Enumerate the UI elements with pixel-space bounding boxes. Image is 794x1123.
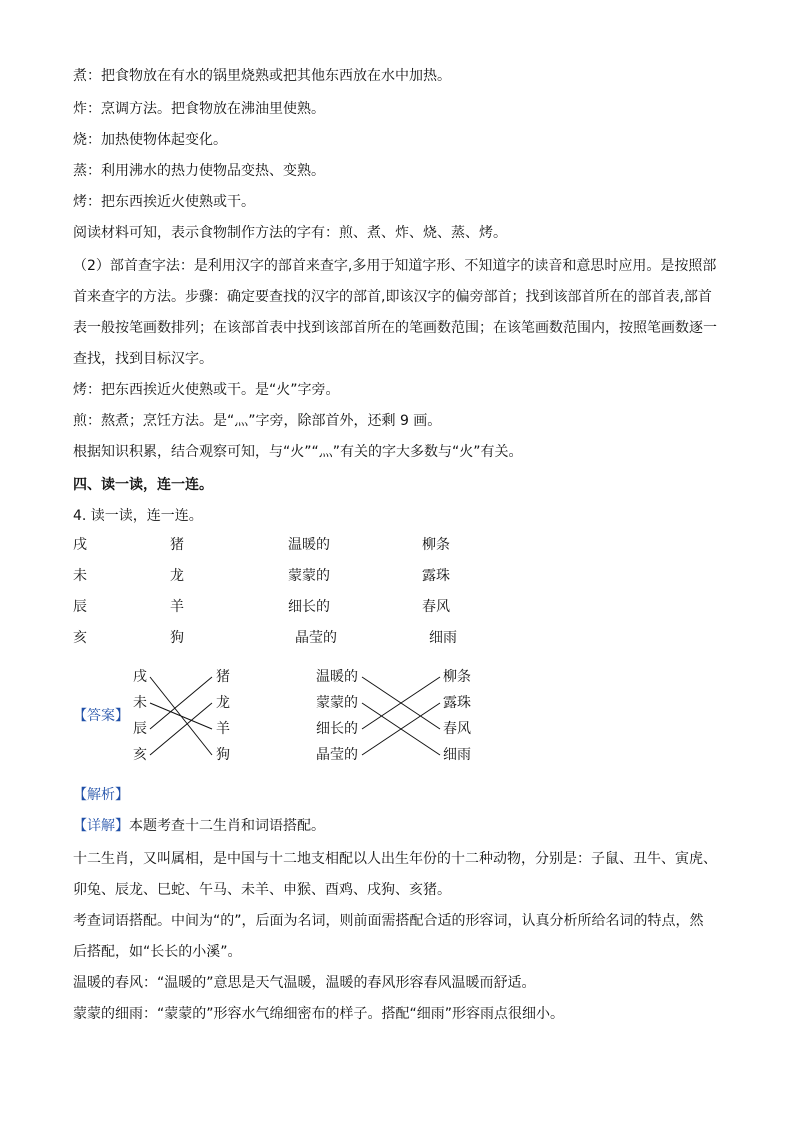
detail-label: 【详解】 (73, 818, 129, 834)
paragraph-kao: 烤：把东西挨近火使熟或干。 (73, 194, 255, 210)
paragraph-jian-radical: 煎：熬煮；烹饪方法。是“灬”字旁，除部首外，还剩 9 画。 (73, 413, 442, 429)
matching-col3-item: 细长的 (288, 599, 330, 615)
answer-right-a-item: 细长的 (316, 721, 358, 737)
matching-col1-item: 亥 (73, 630, 87, 646)
paragraph-zha: 炸：烹调方法。把食物放在沸油里使熟。 (73, 101, 325, 117)
matching-col1-item: 戌 (73, 537, 87, 553)
answer-right-b-item: 细雨 (443, 747, 471, 763)
question-title: 4. 读一读，连一连。 (73, 508, 203, 524)
answer-label: 【答案】 (73, 708, 129, 724)
matching-col2-item: 猪 (170, 537, 184, 553)
connector-line (362, 677, 440, 729)
matching-col2-item: 龙 (170, 568, 184, 584)
answer-right-b-item: 露珠 (443, 695, 471, 711)
explanation-line: 蒙蒙的细雨：“蒙蒙的”形容水气绵细密布的样子。搭配“细雨”形容雨点很细小。 (73, 1006, 565, 1022)
matching-col4-item: 细雨 (429, 630, 457, 646)
answer-right-a-item: 晶莹的 (316, 747, 358, 763)
explanation-line: 温暖的春风：“温暖的”意思是天气温暖，温暖的春风形容春风温暖而舒适。 (73, 975, 536, 991)
paragraph-kao-radical: 烤：把东西挨近火使熟或干。是“火”字旁。 (73, 382, 340, 398)
matching-col1-item: 未 (73, 568, 87, 584)
connector-line (150, 677, 212, 755)
matching-col4-item: 春风 (422, 599, 450, 615)
detail-text: 本题考查十二生肖和词语搭配。 (129, 818, 325, 834)
connector-line (362, 703, 440, 755)
paragraph-radical-1: （2）部首查字法：是利用汉字的部首来查字,多用于知道字形、不知道字的读音和意思时应用。是按照部 (73, 258, 717, 274)
answer-right-b-item: 春风 (443, 721, 471, 737)
answer-left-b-item: 龙 (216, 695, 230, 711)
answer-right-a-item: 蒙蒙的 (316, 695, 358, 711)
matching-col2-item: 羊 (170, 599, 184, 615)
matching-col3-item: 蒙蒙的 (288, 568, 330, 584)
answer-right-b-item: 柳条 (443, 669, 471, 685)
section-title: 四、读一读，连一连。 (73, 477, 213, 493)
matching-col1-item: 辰 (73, 599, 87, 615)
connector-line (150, 703, 212, 729)
paragraph-shao: 烧：加热使物体起变化。 (73, 132, 227, 148)
answer-left-a-item: 未 (133, 695, 147, 711)
paragraph-radical-4: 查找，找到目标汉字。 (73, 351, 213, 367)
answer-right-a-item: 温暖的 (316, 669, 358, 685)
matching-col3-item: 晶莹的 (295, 630, 337, 646)
answer-left-b-item: 狗 (216, 747, 230, 763)
paragraph-radical-2: 首来查字的方法。步骤：确定要查找的汉字的部首,即该汉字的偏旁部首；找到该部首所在的部首表,部首 (73, 289, 712, 305)
paragraph-radical-3: 表一般按笔画数排列；在该部首表中找到该部首所在的笔画数范围；在该笔画数范围内，按照笔画数逐一 (73, 320, 717, 336)
analysis-label: 【解析】 (73, 787, 129, 803)
detail-line (73, 816, 733, 836)
answer-left-a-item: 戌 (133, 669, 147, 685)
connector-line (150, 703, 212, 755)
matching-col4-item: 柳条 (422, 537, 450, 553)
connector-line (362, 703, 440, 755)
matching-col4-item: 露珠 (422, 568, 450, 584)
paragraph-conclusion: 根据知识积累，结合观察可知，与“火”“灬”有关的字大多数与“火”有关。 (73, 444, 523, 460)
connector-line (150, 677, 212, 729)
explanation-line: 考查词语搭配。中间为“的”，后面为名词，则前面需搭配合适的形容词，认真分析所给名词的特点，然 (73, 913, 704, 929)
matching-col3-item: 温暖的 (288, 537, 330, 553)
paragraph-zheng: 蒸：利用沸水的热力使物品变热、变熟。 (73, 163, 325, 179)
connector-line (362, 677, 440, 729)
matching-col2-item: 狗 (170, 630, 184, 646)
answer-left-a-item: 辰 (133, 721, 147, 737)
answer-left-a-item: 亥 (133, 747, 147, 763)
explanation-line: 十二生肖，又叫属相，是中国与十二地支相配以人出生年份的十二种动物，分别是：子鼠、丑牛、寅虎、 (73, 851, 717, 867)
answer-left-b-item: 猪 (216, 669, 230, 685)
paragraph-summary: 阅读材料可知，表示食物制作方法的字有：煎、煮、炸、烧、蒸、烤。 (73, 225, 507, 241)
answer-left-b-item: 羊 (216, 721, 230, 737)
explanation-line: 后搭配，如“长长的小溪”。 (73, 944, 242, 960)
explanation-line: 卯兔、辰龙、巳蛇、午马、未羊、申猴、酉鸡、戌狗、亥猪。 (73, 882, 451, 898)
paragraph-zhu: 煮：把食物放在有水的锅里烧熟或把其他东西放在水中加热。 (73, 68, 451, 84)
